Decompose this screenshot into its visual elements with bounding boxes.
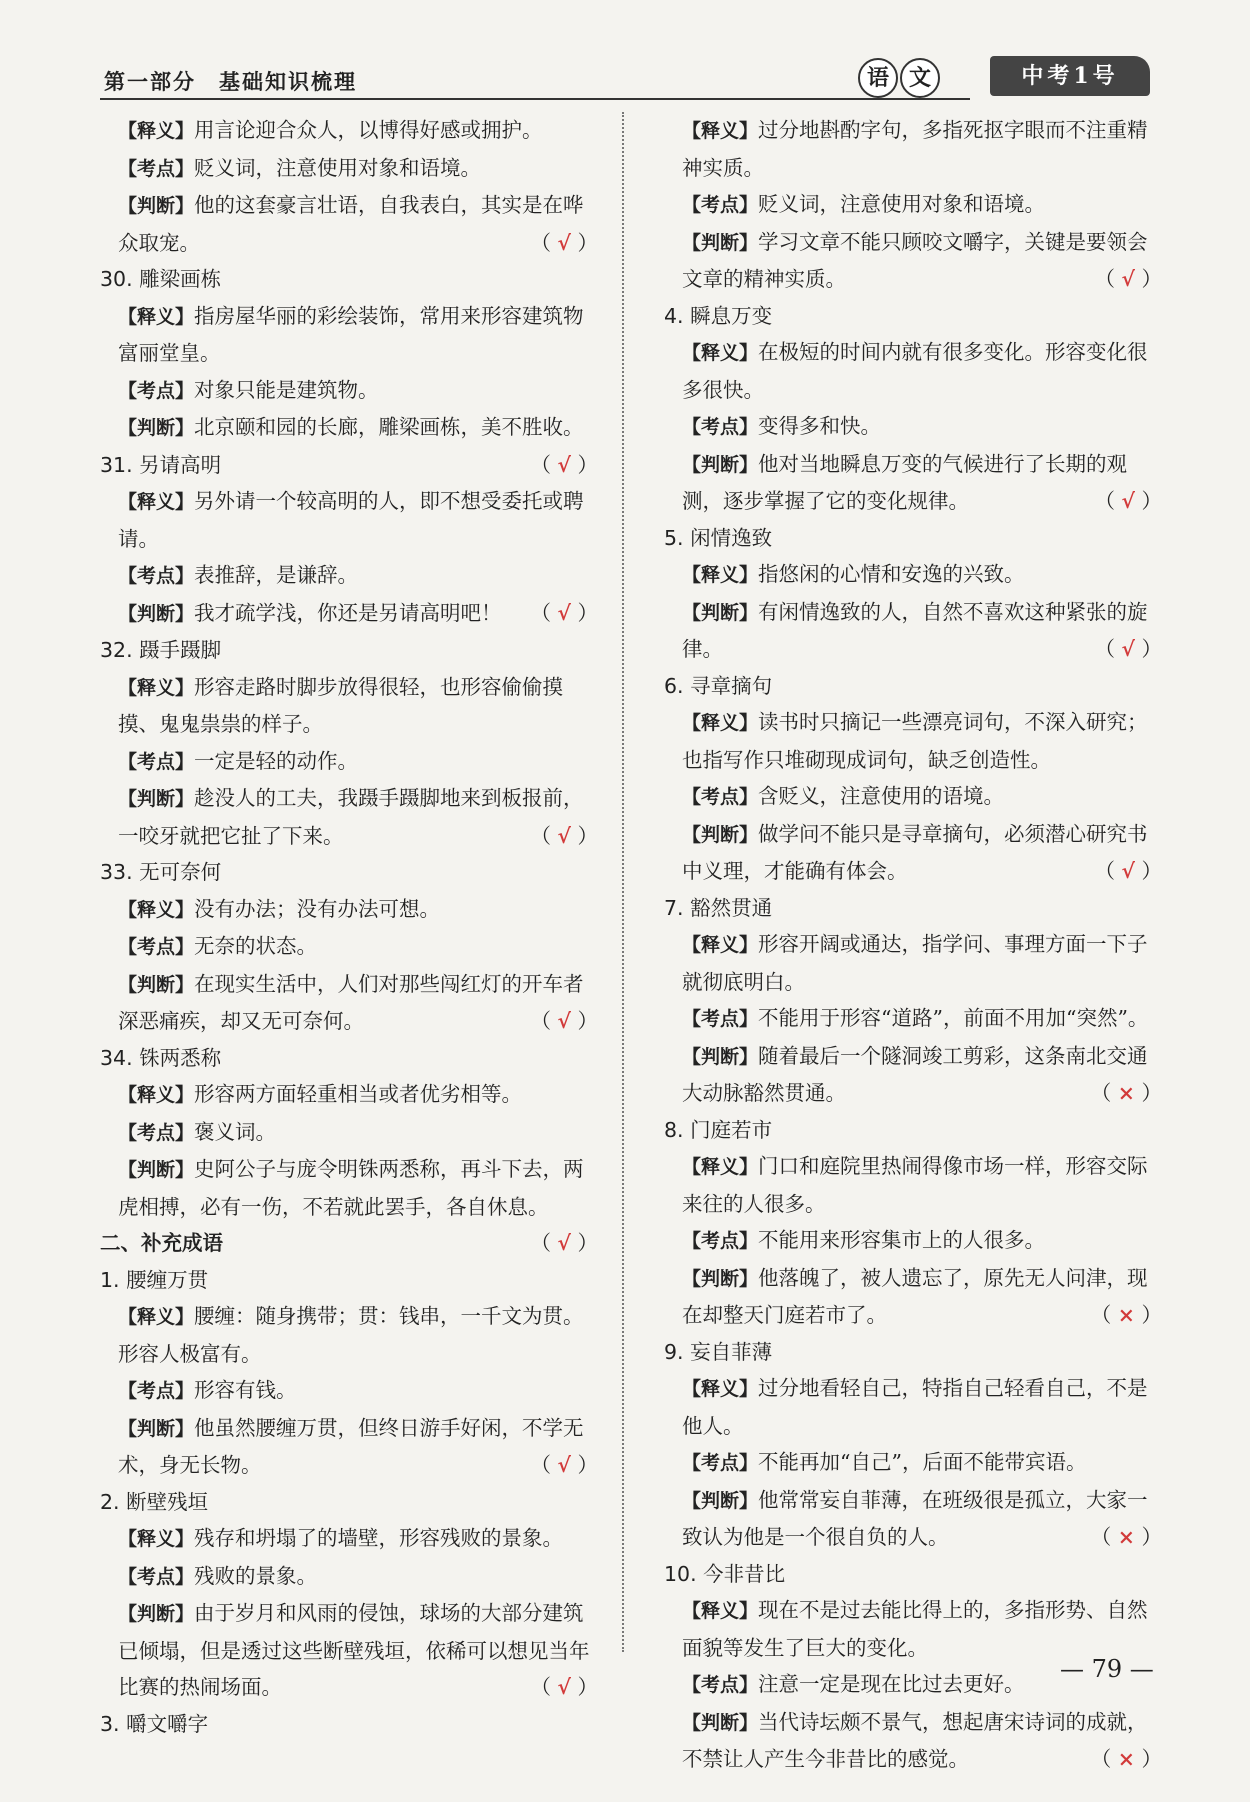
paren-close: ） <box>570 823 598 848</box>
entry-meaning-text: 在极短的时间内就有很多变化。形容变化很多很快。 <box>682 340 1148 402</box>
tag-judge: 【判断】 <box>118 417 195 439</box>
entry-point-text: 对象只能是建筑物。 <box>194 377 379 402</box>
paren-open: （ <box>1094 489 1122 513</box>
entry-meaning <box>664 704 1164 778</box>
entry-judge-text: 他落魄了，被人遗忘了，原先无人问津，现在却整天门庭若市了。 <box>682 1265 1148 1327</box>
entry-meaning-text: 残存和坍塌了的墙壁，形容残败的景象。 <box>194 1526 564 1550</box>
paren-close: ） <box>1134 1747 1162 1771</box>
entry-meaning-text: 形容两方面轻重相当或者优劣相等。 <box>194 1082 523 1106</box>
entry-point <box>664 1000 1164 1038</box>
page-header <box>100 52 1150 102</box>
entry-title: 10. 今非昔比 <box>664 1561 786 1586</box>
entry-point <box>664 186 1164 224</box>
entry-point-text: 不能用来形容集市上的人很多。 <box>758 1228 1046 1252</box>
entry-judge-text: 我才疏学浅，你还是另请高明吧！ <box>194 600 502 625</box>
tag-judge: 【判断】 <box>118 973 195 996</box>
tag-judge: 【判断】 <box>682 1267 759 1290</box>
entry-judge-text: 他对当地瞬息万变的气候进行了长期的观测，逐步掌握了它的变化规律。 <box>682 451 1128 513</box>
paren-close: ） <box>570 1453 598 1477</box>
cross-icon: × <box>1117 1081 1135 1105</box>
entry-judge-text: 做学问不能只是寻章摘句，必须潜心研究书中义理，才能确有体会。 <box>682 821 1148 883</box>
paren-close: ） <box>1134 1525 1162 1549</box>
entry-judge-text: 趁没人的工夫，我蹑手蹑脚地来到板报前，一咬牙就把它扯了下来。 <box>118 786 584 848</box>
cross-icon: × <box>1117 1747 1135 1771</box>
entry-judge <box>100 1410 600 1484</box>
tag-meaning: 【释义】 <box>118 491 195 513</box>
entry-meaning <box>664 334 1164 408</box>
entry-meaning-text: 过分地看轻自己，特指自己轻看自己，不是他人。 <box>682 1376 1148 1438</box>
subject-logo <box>858 58 940 98</box>
entry-judge-text: 学习文章不能只顾咬文嚼字，关键是要领会文章的精神实质。 <box>682 229 1148 291</box>
entry-point <box>100 1372 600 1410</box>
entry-title: 33. 无可奈何 <box>100 860 222 884</box>
judgement-mark <box>530 1447 598 1484</box>
tag-judge: 【判断】 <box>682 601 759 624</box>
entry-judge-text: 随着最后一个隧洞竣工剪彩，这条南北交通大动脉豁然贯通。 <box>682 1043 1148 1105</box>
paren-open: （ <box>1094 267 1122 291</box>
entry-judge <box>664 594 1164 668</box>
tag-judge: 【判断】 <box>118 195 195 217</box>
entry-meaning <box>664 112 1164 186</box>
entry-point <box>664 778 1164 816</box>
entry-judge <box>100 187 600 261</box>
tag-meaning: 【释义】 <box>118 120 195 142</box>
tag-point: 【考点】 <box>118 1565 195 1588</box>
paren-open: （ <box>1094 637 1122 661</box>
judgement-mark <box>530 225 598 262</box>
paren-close: ） <box>1134 267 1162 291</box>
tag-point: 【考点】 <box>682 1008 759 1030</box>
entry-title: 2. 断壁残垣 <box>100 1489 209 1514</box>
tag-judge: 【判断】 <box>118 788 195 810</box>
entry-meaning-text: 指悠闲的心情和安逸的兴致。 <box>758 562 1025 586</box>
paren-open: （ <box>530 452 558 477</box>
entry-meaning <box>100 1520 600 1558</box>
judgement-mark <box>1091 1297 1162 1334</box>
paren-close: ） <box>570 600 598 625</box>
logo-char: 语 <box>858 58 898 98</box>
section-heading: 第一部分 基础知识梳理 <box>104 69 357 94</box>
tag-judge: 【判断】 <box>118 602 195 625</box>
paren-open: （ <box>1094 859 1122 883</box>
entry-meaning-text: 没有办法；没有办法可想。 <box>194 896 441 921</box>
judgement-mark <box>530 447 598 484</box>
paren-open: （ <box>530 823 558 848</box>
entry-point-text: 变得多和快。 <box>758 414 882 438</box>
tag-point: 【考点】 <box>118 157 195 180</box>
entry-point-text: 表推辞，是谦辞。 <box>194 563 359 587</box>
tag-judge: 【判断】 <box>682 231 759 254</box>
paren-close: ） <box>1134 489 1162 513</box>
check-icon: √ <box>557 1231 571 1255</box>
tag-point: 【考点】 <box>118 1380 195 1402</box>
tag-point: 【考点】 <box>682 1452 759 1474</box>
check-icon: √ <box>557 823 571 848</box>
entry-point-text: 形容有钱。 <box>194 1378 297 1402</box>
entry-title: 31. 另请高明 <box>100 452 222 477</box>
paren-open: （ <box>1090 1081 1118 1105</box>
entry-judge <box>664 446 1164 520</box>
judgement-mark <box>1094 631 1162 668</box>
entry-meaning <box>100 483 600 557</box>
entry-point-text: 不能再加“自己”，后面不能带宾语。 <box>758 1450 1087 1474</box>
judgement-mark <box>1091 1075 1162 1112</box>
entry-meaning <box>664 1370 1164 1444</box>
entry-point-text: 不能用于形容“道路”，前面不用加“突然”。 <box>758 1006 1149 1030</box>
tag-point: 【考点】 <box>118 750 195 773</box>
tag-meaning: 【释义】 <box>682 1378 759 1400</box>
check-icon: √ <box>1121 267 1135 291</box>
check-icon: √ <box>557 600 571 625</box>
entry-meaning <box>664 1148 1164 1222</box>
tag-meaning: 【释义】 <box>682 342 759 364</box>
paren-close: ） <box>570 452 598 477</box>
entry-judge-text: 在现实生活中，人们对那些闯红灯的开车者深恶痛疾，却又无可奈何。 <box>118 971 584 1033</box>
entry-title: 6. 寻章摘句 <box>664 673 773 698</box>
entry-meaning-text: 读书时只摘记一些漂亮词句，不深入研究；也指写作只堆砌现成词句，缺乏创造性。 <box>682 710 1148 772</box>
tag-point: 【考点】 <box>682 194 759 216</box>
entry-point <box>664 408 1164 446</box>
entry-meaning-text: 过分地斟酌字句，多指死抠字眼而不注重精神实质。 <box>682 118 1148 180</box>
tag-judge: 【判断】 <box>682 823 759 846</box>
logo-char: 文 <box>900 58 940 98</box>
entry-meaning <box>664 556 1164 594</box>
entry-judge-text: 他的这套豪言壮语，自我表白，其实是在哗众取宠。 <box>118 193 584 255</box>
entry-meaning-text: 形容走路时脚步放得很轻，也形容偷偷摸摸、鬼鬼祟祟的样子。 <box>118 674 564 736</box>
entry-point <box>100 557 600 595</box>
entry-point <box>664 1444 1164 1482</box>
entry-meaning-text: 另外请一个较高明的人，即不想受委托或聘请。 <box>118 489 584 551</box>
entry-judge-text: 由于岁月和风雨的侵蚀，球场的大部分建筑已倾塌，但是透过这些断壁残垣，依稀可以想见当年比赛的热闹场面。 <box>118 1601 590 1699</box>
entry-meaning-text: 形容开阔或通达，指学问、事理方面一下子就彻底明白。 <box>682 932 1148 994</box>
entry-judge-text: 他虽然腰缠万贯，但终日游手好闲，不学无术，身无长物。 <box>118 1415 584 1477</box>
judgement-mark <box>1091 1741 1162 1778</box>
judgement-mark <box>1094 483 1162 520</box>
entry-meaning <box>100 1298 600 1372</box>
paren-open: （ <box>530 1231 558 1255</box>
entry-judge-text: 当代诗坛颇不景气，想起唐宋诗词的成就，不禁让人产生今非昔比的感觉。 <box>682 1709 1148 1771</box>
entry-title: 9. 妄自菲薄 <box>664 1339 773 1364</box>
tag-meaning: 【释义】 <box>682 1600 759 1622</box>
paren-open: （ <box>1090 1525 1118 1549</box>
entry-point-text: 褒义词。 <box>194 1119 277 1144</box>
column-divider <box>622 112 624 1652</box>
check-icon: √ <box>1121 637 1135 661</box>
tag-meaning: 【释义】 <box>682 120 759 142</box>
entry-meaning-text: 腰缠：随身携带；贯：钱串，一千文为贯。形容人极富有。 <box>118 1304 584 1366</box>
tag-point: 【考点】 <box>118 1121 195 1144</box>
tag-meaning: 【释义】 <box>682 712 759 734</box>
judgement-mark <box>530 1669 598 1706</box>
tag-judge: 【判断】 <box>118 1603 195 1625</box>
entry-title: 32. 蹑手蹑脚 <box>100 638 222 662</box>
entry-judge <box>664 816 1164 890</box>
paren-close: ） <box>570 1231 598 1255</box>
entry-judge <box>664 1704 1164 1778</box>
paren-open: （ <box>530 230 558 255</box>
entry-point-text: 残败的景象。 <box>194 1563 318 1588</box>
entry-point <box>100 1114 600 1152</box>
right-column <box>664 112 1164 1778</box>
entry-meaning-text: 用言论迎合众人，以博得好感或拥护。 <box>194 118 543 142</box>
entry-judge <box>664 1260 1164 1334</box>
entry-judge-text: 北京颐和园的长廊，雕梁画栋，美不胜收。 <box>194 415 584 439</box>
header-rule <box>100 98 970 100</box>
entry-judge <box>664 1038 1164 1112</box>
tag-point: 【考点】 <box>682 786 759 808</box>
entry-meaning <box>100 112 600 150</box>
check-icon: √ <box>1121 859 1135 883</box>
paren-open: （ <box>530 1675 558 1699</box>
tag-judge: 【判断】 <box>118 1417 195 1440</box>
tag-judge: 【判断】 <box>682 1045 759 1068</box>
tag-judge: 【判断】 <box>682 1711 759 1734</box>
entry-point <box>664 1222 1164 1260</box>
tag-point: 【考点】 <box>682 1230 759 1252</box>
page-number: — 79 — <box>1060 1655 1154 1683</box>
entry-point <box>100 1558 600 1596</box>
tag-point: 【考点】 <box>118 565 195 587</box>
paren-close: ） <box>570 1009 598 1033</box>
entry-meaning <box>100 298 600 372</box>
entry-judge <box>100 595 600 633</box>
paren-close: ） <box>570 1675 598 1699</box>
tag-judge: 【判断】 <box>682 1489 759 1512</box>
entry-meaning <box>664 926 1164 1000</box>
entry-title: 3. 嚼文嚼字 <box>100 1711 209 1736</box>
judgement-mark <box>530 818 598 855</box>
entry-title: 34. 铢两悉称 <box>100 1045 222 1070</box>
entry-judge <box>100 966 600 1040</box>
paren-open: （ <box>530 600 558 625</box>
entry-meaning-text: 指房屋华丽的彩绘装饰，常用来形容建筑物富丽堂皇。 <box>118 303 584 365</box>
paren-open: （ <box>530 1453 558 1477</box>
left-column <box>100 112 600 1742</box>
tag-meaning: 【释义】 <box>682 934 759 956</box>
judgement-mark <box>530 1225 598 1262</box>
entry-point <box>100 928 600 966</box>
tag-meaning: 【释义】 <box>118 305 195 328</box>
tag-meaning: 【释义】 <box>118 676 195 699</box>
section-title: 二、补充成语 <box>100 1231 223 1255</box>
entry-meaning <box>100 891 600 929</box>
entry-title: 8. 门庭若市 <box>664 1117 773 1142</box>
tag-point: 【考点】 <box>118 936 195 958</box>
entry-point <box>100 150 600 188</box>
check-icon: √ <box>557 230 571 255</box>
entry-title: 30. 雕梁画栋 <box>100 267 222 291</box>
paren-open: （ <box>530 1009 558 1033</box>
entry-meaning-text: 现在不是过去能比得上的，多指形势、自然面貌等发生了巨大的变化。 <box>682 1598 1148 1660</box>
entry-judge <box>664 224 1164 298</box>
check-icon: √ <box>557 1009 571 1033</box>
entry-point-text: 贬义词，注意使用对象和语境。 <box>194 155 482 180</box>
entry-title: 4. 瞬息万变 <box>664 303 773 328</box>
check-icon: √ <box>557 1675 571 1699</box>
check-icon: √ <box>557 1453 571 1477</box>
entry-meaning <box>100 1076 600 1114</box>
entry-meaning <box>100 669 600 743</box>
entry-title: 5. 闲情逸致 <box>664 525 773 550</box>
judgement-mark <box>530 595 598 632</box>
paren-close: ） <box>1134 1081 1162 1105</box>
judgement-mark <box>1091 1519 1162 1556</box>
check-icon: √ <box>1121 489 1135 513</box>
tag-judge: 【判断】 <box>682 453 759 476</box>
entry-meaning-text: 门口和庭院里热闹得像市场一样，形容交际来往的人很多。 <box>682 1154 1148 1216</box>
tag-meaning: 【释义】 <box>118 898 195 921</box>
tag-point: 【考点】 <box>118 379 195 402</box>
cross-icon: × <box>1117 1525 1135 1549</box>
entry-judge <box>100 780 600 854</box>
paren-close: ） <box>1134 637 1162 661</box>
paren-close: ） <box>1134 1303 1162 1327</box>
entry-judge-text: 他常常妄自菲薄，在班级很是孤立，大家一致认为他是一个很自负的人。 <box>682 1487 1148 1549</box>
paren-close: ） <box>570 230 598 255</box>
entry-title: 1. 腰缠万贯 <box>100 1267 209 1292</box>
paren-close: ） <box>1134 859 1162 883</box>
entry-judge-text: 有闲情逸致的人，自然不喜欢这种紧张的旋律。 <box>682 599 1148 661</box>
entry-judge <box>664 1482 1164 1556</box>
tag-meaning: 【释义】 <box>118 1528 195 1550</box>
entry-judge-text: 史阿公子与庞令明铢两悉称，再斗下去，两虎相搏，必有一伤，不若就此罢手，各自休息。 <box>118 1157 584 1219</box>
entry-point-text: 贬义词，注意使用对象和语境。 <box>758 192 1046 216</box>
entry-point-text: 含贬义，注意使用的语境。 <box>758 784 1005 808</box>
tag-point: 【考点】 <box>682 1674 759 1696</box>
brand-badge: 中考1号 <box>990 56 1150 96</box>
entry-title: 7. 豁然贯通 <box>664 895 773 920</box>
entry-point-text: 注意一定是现在比过去更好。 <box>758 1672 1025 1696</box>
tag-meaning: 【释义】 <box>118 1306 195 1328</box>
tag-meaning: 【释义】 <box>118 1084 195 1106</box>
entry-point <box>100 372 600 410</box>
judgement-mark <box>530 1003 598 1040</box>
tag-judge: 【判断】 <box>118 1159 195 1181</box>
entry-point-text: 无奈的状态。 <box>194 934 318 958</box>
judgement-mark <box>1094 853 1162 890</box>
tag-point: 【考点】 <box>682 416 759 438</box>
paren-open: （ <box>1090 1747 1118 1771</box>
tag-meaning: 【释义】 <box>682 564 759 586</box>
cross-icon: × <box>1117 1303 1135 1327</box>
tag-meaning: 【释义】 <box>682 1156 759 1178</box>
judgement-mark <box>1094 261 1162 298</box>
entry-point-text: 一定是轻的动作。 <box>194 748 359 773</box>
entry-judge <box>100 1595 600 1706</box>
paren-open: （ <box>1090 1303 1118 1327</box>
entry-point <box>100 743 600 781</box>
check-icon: √ <box>557 452 571 477</box>
